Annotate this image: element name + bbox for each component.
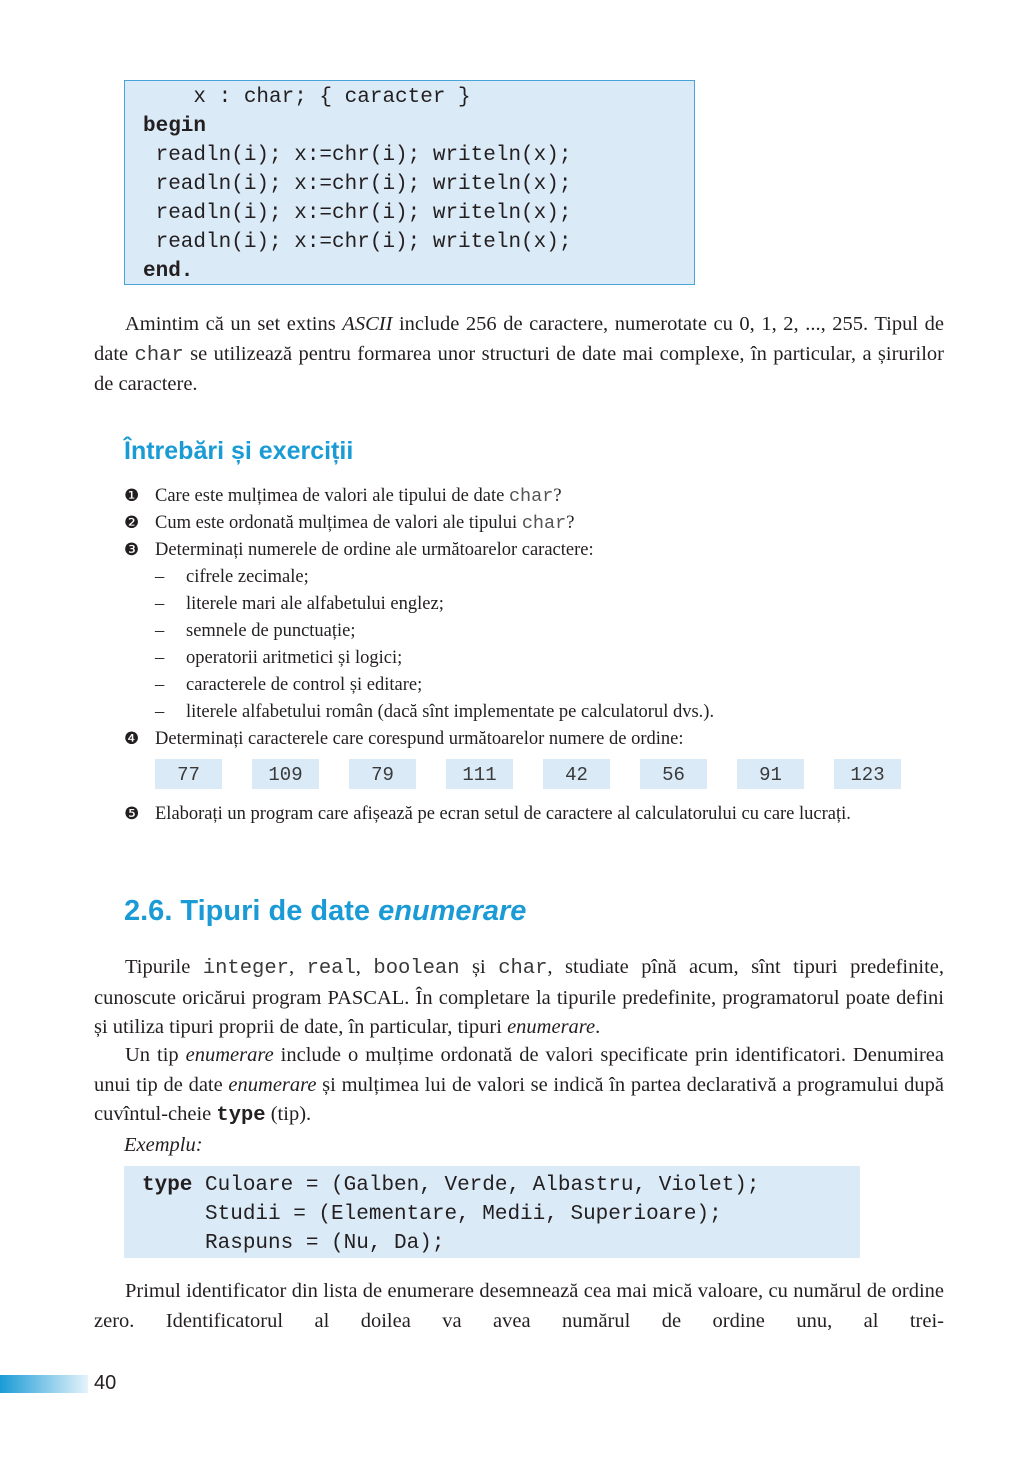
text: , [355, 956, 374, 978]
code-line-end: end. [143, 260, 194, 283]
list-item [155, 699, 714, 725]
text: și mulțimea lui de valori se indică în partea declarativă a programului după cuvîntul-cheie [94, 1073, 944, 1125]
number-3-icon: ❸ [124, 540, 140, 560]
dash: – [155, 594, 165, 614]
ordinal-number-cell: 123 [834, 759, 901, 789]
inline-code: char [134, 343, 184, 367]
ordinal-number-cell: 79 [349, 759, 416, 789]
text-italic: enumerare [228, 1073, 317, 1096]
text: Amintim că un set extins [125, 313, 343, 335]
code-block-1 [124, 80, 695, 285]
questions-heading: Întrebări și exerciții [124, 437, 354, 465]
list-item-text: literele alfabetului român (dacă sînt implementate pe calculatorul dvs.). [186, 702, 715, 722]
ordinal-number-cell: 91 [737, 759, 804, 789]
list-item-text: cifrele zecimale; [186, 567, 309, 587]
question-2 [124, 510, 574, 537]
section-title-italic: enumerare [378, 895, 527, 927]
inline-code: char [498, 957, 548, 980]
question-text: Determinați caracterele care corespund următoarelor numere de ordine: [155, 729, 684, 749]
text: se utilizează pentru formarea unor structuri de date mai complexe, în particular, a șirurilor de caractere. [94, 342, 944, 395]
question-4 [124, 726, 684, 752]
question-text: Determinați numerele de ordine ale următoarelor caractere: [155, 540, 594, 560]
section-title [124, 895, 526, 928]
example-label: Exemplu: [124, 1134, 203, 1156]
section-title-text: 2.6. Tipuri de date [124, 895, 379, 927]
list-item-text: caracterele de control și editare; [186, 675, 423, 695]
code-line: Raspuns = (Nu, Da); [142, 1232, 445, 1255]
text-italic: enumerare [507, 1016, 596, 1038]
code-line: readln(i); x:=chr(i); writeln(x); [143, 173, 572, 196]
inline-code: char [508, 486, 554, 507]
dash: – [155, 621, 165, 641]
text-italic: enumerare [185, 1044, 274, 1066]
question-text: Care este mulțimea de valori ale tipului de date [155, 486, 509, 506]
number-4-icon: ❹ [124, 729, 140, 749]
text: Tipurile [125, 956, 203, 978]
inline-code: real [306, 957, 356, 980]
inline-code: char [521, 513, 567, 534]
page-number: 40 [94, 1372, 117, 1394]
page-number-bar [0, 1375, 88, 1393]
code-keyword: type [142, 1174, 193, 1197]
list-item-text: semnele de punctuație; [186, 621, 356, 641]
list-item [155, 672, 422, 698]
text: , [288, 956, 307, 978]
number-5-icon: ❺ [124, 804, 140, 824]
paragraph-enum [94, 1041, 944, 1131]
code-line: Studii = (Elementare, Medii, Superioare); [142, 1203, 722, 1226]
list-item [155, 645, 402, 671]
text: include o mulțime ordonată de valori specificate prin identificatori. Denumirea unui tip de date [94, 1044, 944, 1096]
question-text: Elaborați un program care afișează pe ecran setul de caractere al calculatorului cu care lucrați. [155, 804, 851, 824]
text: . [595, 1016, 601, 1038]
code-block-2 [124, 1166, 860, 1258]
paragraph-last: Primul identificator din lista de enumerare desemnează cea mai mică valoare, cu numărul de ordine zero. Identificatorul al doilea va avea numărul de ordine unu, al trei- [94, 1280, 944, 1332]
code-line-begin: begin [143, 115, 207, 138]
list-item [155, 564, 309, 590]
inline-code: boolean [373, 957, 460, 980]
text: , studiate pînă acum, sînt tipuri predefinite, cunoscute oricărui program PASCAL. În completare la tipurile predefinite, programatorul poate defini și utiliza tipuri proprii de date, în particular, tipuri [94, 956, 944, 1038]
list-item [155, 591, 444, 617]
list-item-text: literele mari ale alfabetului englez; [186, 594, 444, 614]
code-line [142, 1171, 860, 1200]
question-text: Cum este ordonată mulțimea de valori ale tipului [155, 513, 522, 533]
text: și [459, 956, 499, 978]
number-1-icon: ❶ [124, 486, 140, 506]
text: Un tip [125, 1044, 186, 1066]
code-line: readln(i); x:=chr(i); writeln(x); [143, 144, 572, 167]
ordinal-number-cell: 56 [640, 759, 707, 789]
dash: – [155, 675, 165, 695]
code-line: x : char; { caracter } [143, 86, 471, 109]
inline-code-keyword: type [216, 1104, 266, 1127]
dash: – [155, 567, 165, 587]
code-text: Culoare = (Galben, Verde, Albastru, Violet); [192, 1174, 760, 1197]
list-item [155, 618, 356, 644]
number-2-icon: ❷ [124, 513, 140, 533]
question-1 [124, 483, 562, 510]
text: (tip). [265, 1103, 312, 1125]
question-5 [124, 801, 851, 827]
paragraph-ascii [94, 310, 944, 400]
code-line: readln(i); x:=chr(i); writeln(x); [143, 231, 572, 254]
ordinal-number-cell: 42 [543, 759, 610, 789]
dash: – [155, 702, 165, 722]
text-italic: ASCII [342, 313, 393, 335]
code-line: readln(i); x:=chr(i); writeln(x); [143, 202, 572, 225]
inline-code: integer [202, 957, 289, 980]
text: ? [566, 513, 575, 533]
list-item-text: operatorii aritmetici și logici; [186, 648, 403, 668]
text: include 256 de caractere, numerotate cu 0, 1, 2, ..., 255. Tipul de date [94, 313, 944, 365]
dash: – [155, 648, 165, 668]
question-3 [124, 537, 594, 563]
text: ? [553, 486, 562, 506]
ordinal-number-cell: 111 [446, 759, 513, 789]
paragraph-types [94, 953, 944, 1043]
ordinal-number-cell: 77 [155, 759, 222, 789]
ordinal-number-cell: 109 [252, 759, 319, 789]
